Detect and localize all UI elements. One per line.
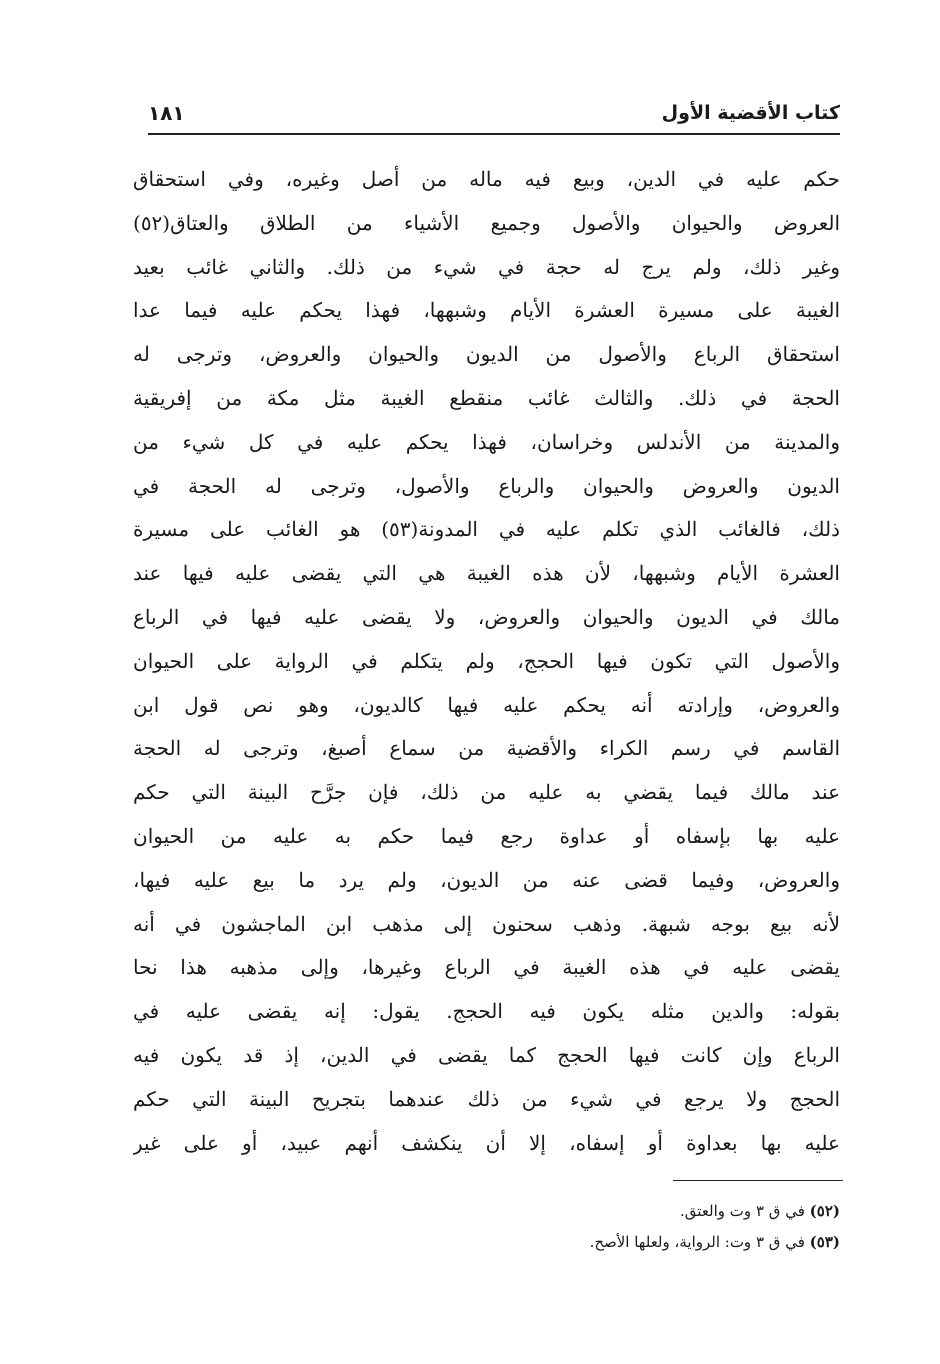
text-line: والأصول التي تكون فيها الحجج، ولم يتكلم في الرواية على الحيوان	[133, 648, 840, 673]
text-line: العشرة الأيام وشبهها، لأن هذه الغيبة هي التي يقضى عليه فيها عند	[133, 561, 840, 586]
text-line: الرباع وإن كانت فيها الحجج كما يقضى في الدين، إذ قد يكون فيه	[133, 1042, 840, 1067]
footnote-text: في ق ٣ وت والعتق.	[680, 1202, 805, 1220]
footnote-separator	[673, 1180, 843, 1181]
text-line: والعروض، وفيما قضى عنه من الديون، ولم يرد ما بيع عليه فيها،	[133, 867, 840, 892]
footnotes	[300, 1196, 840, 1258]
text-line: والعروض، وإرادته أنه يحكم عليه فيها كالديون، وهو نص قول ابن	[133, 692, 840, 717]
text-line: عليه بها بإسفاه أو عداوة رجع فيما حكم به عليه من الحيوان	[133, 823, 840, 848]
text-line: بقوله: والدين مثله يكون فيه الحجج. يقول: إنه يقضى عليه في	[133, 999, 840, 1024]
main-text	[133, 158, 840, 1165]
text-line: يقضى عليه في هذه الغيبة في الرباع وغيرها، وإلى مذهبه هذا نحا	[133, 955, 840, 980]
text-line: الحجة في ذلك. والثالث غائب منقطع الغيبة مثل مكة من إفريقية	[133, 385, 840, 410]
text-line: الغيبة على مسيرة العشرة الأيام وشبهها، فهذا يحكم عليه فيما عدا	[133, 298, 840, 323]
text-line: حكم عليه في الدين، وبيع فيه ماله من أصل وغيره، وفي استحقاق	[133, 167, 840, 191]
footnote-53	[300, 1227, 840, 1258]
text-line: الحجج ولا يرجع في شيء من ذلك عندهما بتجريح البينة التي حكم	[133, 1086, 840, 1111]
text-line: عليه بها بعداوة أو إسفاه، إلا أن ينكشف أنهم عبيد، أو على غير	[133, 1130, 840, 1155]
footnote-text: في ق ٣ وت: الرواية، ولعلها الأصح.	[589, 1233, 805, 1251]
text-line: والمدينة من الأندلس وخراسان، فهذا يحكم عليه في كل شيء من	[133, 429, 840, 454]
running-header	[148, 98, 840, 132]
footnote-marker: (٥٢)	[809, 1202, 840, 1220]
text-line: مالك في الديون والحيوان والعروض، ولا يقضى عليه فيها في الرباع	[133, 604, 840, 629]
text-line: العروض والحيوان والأصول وجميع الأشياء من الطلاق والعتاق(٥٢)	[133, 210, 840, 235]
book-title: كتاب الأقضية الأول	[661, 102, 840, 124]
header-rule	[148, 133, 840, 135]
text-line: وغير ذلك، ولم يرج له حجة في شيء من ذلك. والثاني غائب بعيد	[133, 254, 840, 279]
text-line: استحقاق الرباع والأصول من الديون والحيوان والعروض، وترجى له	[133, 342, 840, 367]
text-line: عند مالك فيما يقضي به عليه من ذلك، فإن جرَّح البينة التي حكم	[133, 780, 840, 805]
footnote-marker: (٥٣)	[809, 1233, 840, 1251]
text-line: ذلك، فالغائب الذي تكلم عليه في المدونة(٥٣) هو الغائب على مسيرة	[133, 517, 840, 542]
footnote-52	[300, 1196, 840, 1227]
text-line: القاسم في رسم الكراء والأقضية من سماع أصبغ، وترجى له الحجة	[133, 736, 840, 761]
page-number: ١٨١	[148, 101, 185, 125]
text-line: لأنه بيع بوجه شبهة. وذهب سحنون إلى مذهب ابن الماجشون في أنه	[133, 911, 840, 936]
text-line: الديون والعروض والحيوان والرباع والأصول، وترجى له الحجة في	[133, 473, 840, 498]
